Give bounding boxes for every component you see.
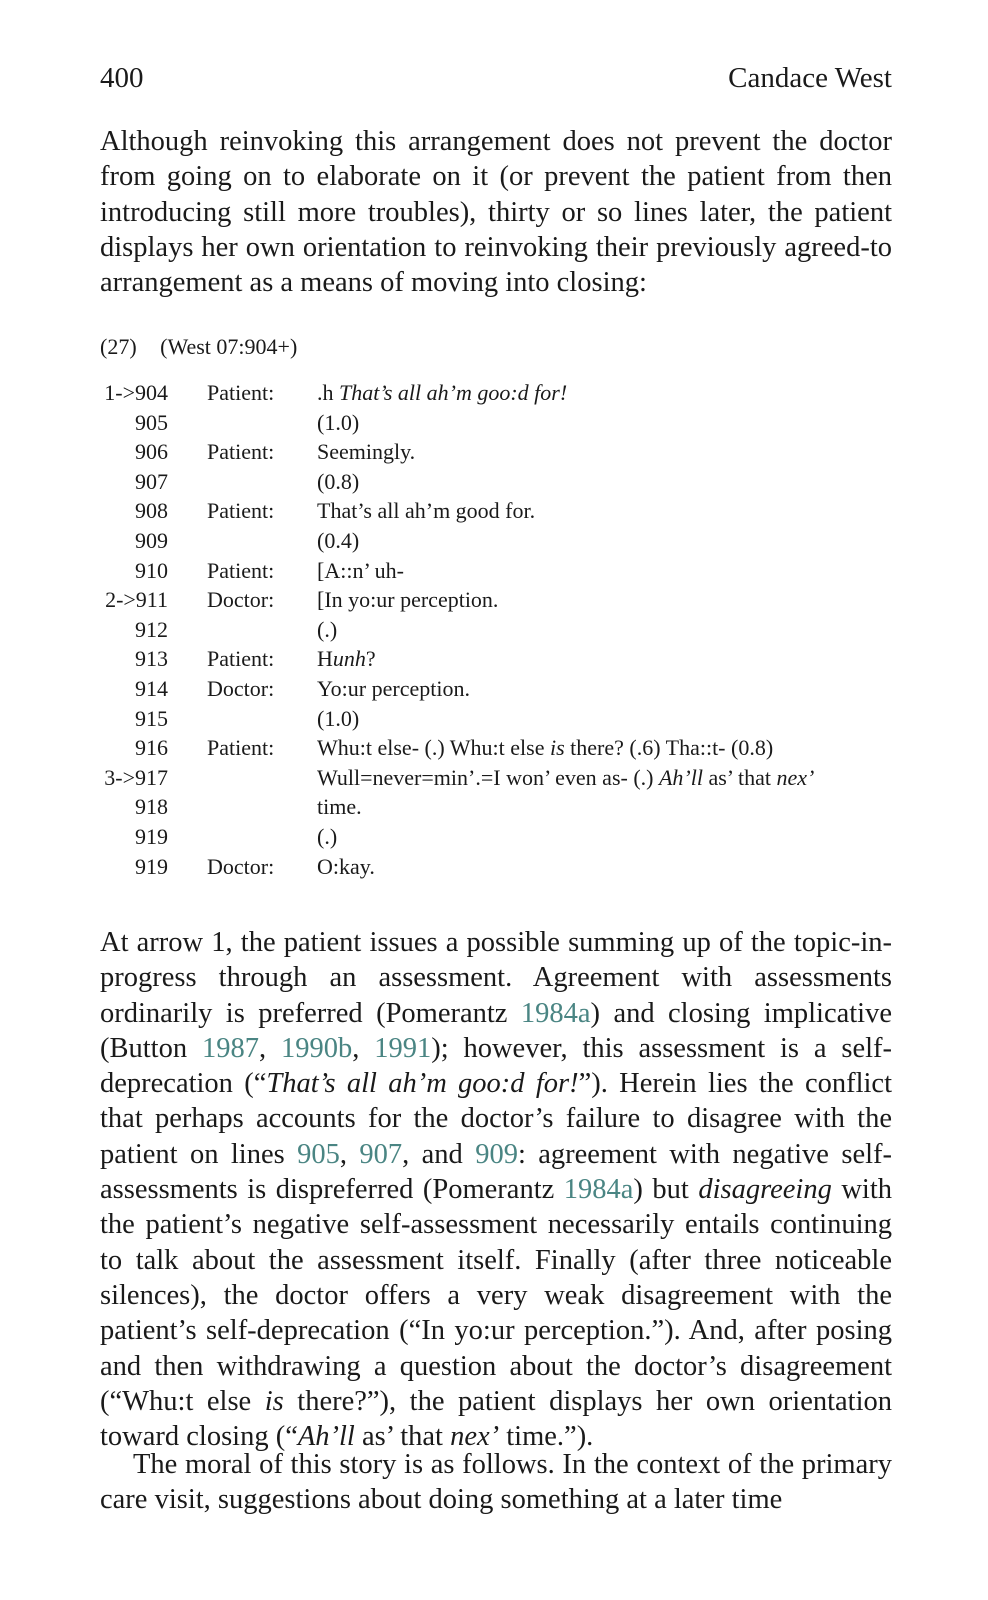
italic-run: is	[549, 735, 565, 761]
text-run[interactable]: ) and closing implicative (Button	[100, 997, 892, 1064]
utterance	[317, 706, 359, 732]
utterance	[317, 824, 337, 850]
utterance	[317, 794, 362, 820]
transcript-row	[100, 735, 900, 765]
utterance	[317, 587, 498, 613]
italic-run: nex’	[450, 1421, 500, 1453]
moral-paragraph: The moral of this story is as follows. In the context of the primary care visit, suggestions about doing something at a later time	[100, 1449, 892, 1516]
transcript-row	[100, 439, 900, 469]
line-number: 910	[135, 557, 168, 583]
text-run[interactable]: with the patient’s negative self-assessment necessarily entails continuing to talk about the assessment itself. Finally (after three noticeable silences), the doctor offers a very weak disagreement with the patient’s self-deprecation (“In yo:ur perception.”). And, after posing and then withdrawing a question about the doctor’s disagreement (“Whu:t else	[100, 1174, 893, 1417]
utterance	[317, 410, 359, 436]
line-number: 908	[135, 498, 168, 524]
citation-link[interactable]: 907	[359, 1138, 403, 1170]
text-run[interactable]: (1.0)	[317, 409, 360, 435]
text-run[interactable]: O:kay.	[317, 853, 375, 879]
citation-link[interactable]: 1987	[201, 1032, 259, 1064]
text-run[interactable]: time.	[317, 794, 362, 820]
text-run[interactable]: (.)	[317, 616, 338, 642]
example-label	[100, 334, 315, 360]
text-run[interactable]: ?	[365, 646, 376, 672]
running-head: Candace West	[728, 62, 892, 94]
transcript-row	[100, 410, 900, 440]
text-run[interactable]: ,	[339, 1138, 360, 1170]
text-run[interactable]: Whu:t else- (.) Whu:t else	[317, 735, 550, 761]
text-run[interactable]: there?”), the patient displays her own orientation toward closing (“	[100, 1385, 892, 1453]
utterance	[317, 765, 814, 791]
example-number: (27)	[100, 334, 137, 359]
text-run[interactable]: as’ that	[354, 1421, 451, 1453]
line-number: 909	[135, 528, 168, 553]
line-number: 906	[135, 439, 168, 465]
transcript-row	[100, 380, 900, 410]
utterance	[317, 617, 337, 643]
transcript-row	[100, 854, 900, 884]
utterance	[317, 380, 567, 406]
speaker-label: Doctor:	[207, 676, 275, 701]
citation-link[interactable]: 1984a	[520, 997, 591, 1029]
text-run[interactable]: [A::n’ uh-	[317, 557, 404, 583]
transcript-row	[100, 498, 900, 528]
utterance	[317, 439, 415, 465]
italic-run: Ah’ll	[297, 1421, 355, 1453]
speaker-label: Doctor:	[207, 853, 275, 879]
text-run[interactable]: .h	[317, 380, 339, 405]
text-run[interactable]: ,	[352, 1032, 375, 1064]
citation-link[interactable]: 1984a	[563, 1174, 634, 1206]
citation-link[interactable]: 905	[297, 1138, 340, 1170]
text-run[interactable]: ); however, this assessment is a self-deprecation (“	[100, 1032, 893, 1100]
transcript-row	[100, 469, 900, 499]
line-number: 919	[135, 824, 168, 849]
transcript-row	[100, 706, 900, 736]
text-run[interactable]: That’s all ah’m good for.	[317, 498, 536, 524]
speaker-label: Patient:	[207, 380, 275, 405]
line-number: 1->904	[104, 380, 168, 405]
italic-run: is	[264, 1385, 284, 1417]
line-number: 905	[135, 409, 168, 435]
text-run[interactable]: ,	[258, 1032, 281, 1064]
text-run[interactable]: there? (.6) Tha::t- (0.8)	[564, 735, 774, 761]
line-number: 914	[135, 676, 168, 701]
text-run[interactable]: , and	[402, 1138, 476, 1170]
utterance	[317, 469, 359, 495]
example-source: (West 07:904+)	[160, 334, 298, 359]
citation-link[interactable]: 1991	[374, 1032, 432, 1064]
text-run[interactable]: H	[317, 646, 333, 672]
line-number: 915	[135, 705, 168, 731]
italic-run: That’s all ah’m goo:d for!	[339, 380, 568, 405]
text-run[interactable]: : agreement with negative self-assessments is dispreferred (Pomerantz	[100, 1138, 892, 1206]
utterance	[317, 528, 359, 554]
text-run[interactable]: At arrow 1, the patient issues a possible summing up of the topic-in-progress through an assessment. Agreement with assessments ordinarily is preferred (Pomerantz	[100, 927, 892, 1029]
italic-run: disagreeing	[698, 1174, 832, 1206]
line-number: 912	[135, 616, 168, 642]
discussion-paragraph	[100, 925, 892, 1454]
text-run[interactable]: as’ that	[702, 764, 777, 790]
line-number: 907	[135, 468, 168, 494]
text-run[interactable]: Yo:ur perception.	[317, 676, 470, 701]
speaker-label: Doctor:	[207, 587, 275, 613]
transcript-row	[100, 528, 900, 558]
utterance	[317, 498, 535, 524]
text-run[interactable]: (0.4)	[317, 528, 360, 553]
line-number: 913	[135, 646, 168, 672]
text-run[interactable]: Seemingly.	[317, 439, 416, 465]
citation-link[interactable]: 1990b	[280, 1032, 353, 1064]
text-run[interactable]: Wull=never=min’.=I won’ even as- (.)	[317, 764, 659, 790]
citation-link[interactable]: 909	[475, 1138, 518, 1170]
italic-run: Ah’ll	[658, 764, 703, 790]
transcript-row	[100, 646, 900, 676]
text-run[interactable]: (.)	[317, 824, 338, 849]
italic-run: nex’	[776, 764, 815, 790]
italic-run: That’s all ah’m goo:d for!	[266, 1068, 579, 1100]
utterance	[317, 735, 773, 761]
transcript-row	[100, 617, 900, 647]
utterance	[317, 646, 376, 672]
transcript-row	[100, 558, 900, 588]
utterance	[317, 854, 375, 880]
text-run[interactable]: ”). Herein lies the conflict that perhaps accounts for the doctor’s failure to disagree with the patient on lines	[100, 1068, 892, 1170]
speaker-label: Patient:	[207, 439, 275, 465]
page-number: 400	[100, 62, 144, 94]
intro-paragraph: Although reinvoking this arrangement does not prevent the doctor from going on to elaborate on it (or prevent the patient from then introducing still more troubles), thirty or so lines later, the patient displays her own orientation to reinvoking their previously agreed-to arrangement as a means of moving into closing:	[100, 126, 892, 299]
transcript-row	[100, 676, 900, 706]
line-number: 918	[135, 794, 168, 820]
speaker-label: Patient:	[207, 735, 275, 761]
line-number: 919	[135, 853, 168, 879]
speaker-label: Patient:	[207, 498, 275, 524]
text-run[interactable]: (0.8)	[317, 468, 360, 494]
line-number: 2->911	[105, 587, 168, 613]
transcript-row	[100, 794, 900, 824]
utterance	[317, 558, 404, 584]
line-number: 916	[135, 735, 168, 761]
italic-run: unh	[332, 646, 366, 672]
text-run[interactable]: [In yo:ur perception.	[317, 587, 499, 613]
speaker-label: Patient:	[207, 557, 275, 583]
text-run[interactable]: time.”).	[499, 1421, 594, 1453]
speaker-label: Patient:	[207, 646, 275, 672]
transcript-row	[100, 587, 900, 617]
utterance	[317, 676, 470, 702]
transcript-row	[100, 824, 900, 854]
transcript-row	[100, 765, 900, 795]
line-number: 3->917	[104, 764, 168, 790]
text-run[interactable]: ) but	[633, 1174, 699, 1206]
text-run[interactable]: (1.0)	[317, 705, 360, 731]
